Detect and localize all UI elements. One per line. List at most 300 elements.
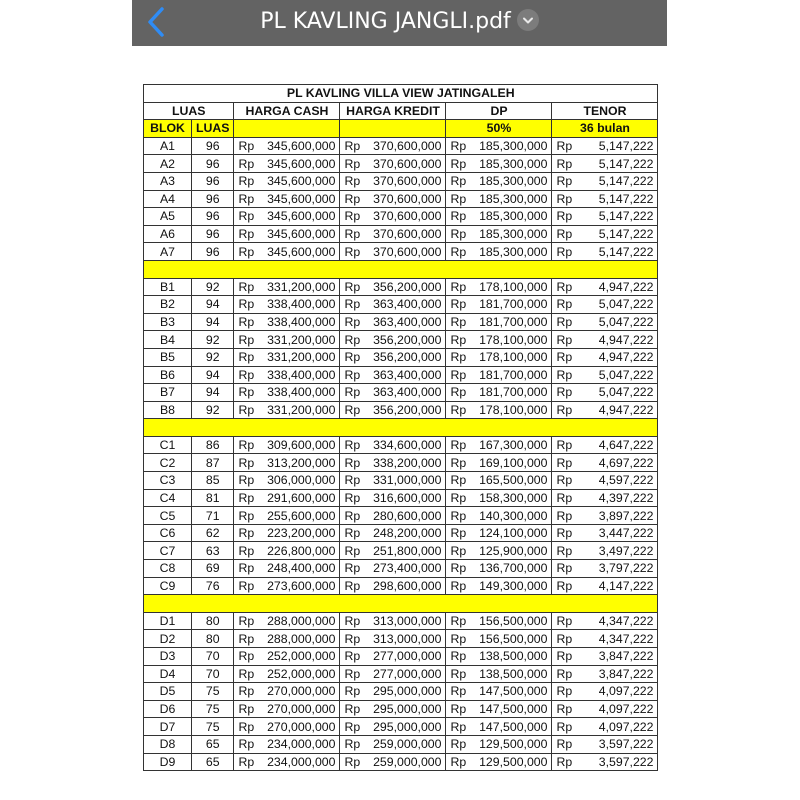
table-row [144, 348, 658, 366]
currency-label: Rp [556, 543, 573, 558]
cell-harga-kredit [340, 735, 446, 753]
currency-label: Rp [238, 139, 255, 154]
currency-label: Rp [450, 315, 467, 330]
currency-label: Rp [556, 508, 573, 523]
header-harga-kredit: HARGA KREDIT [340, 102, 446, 120]
amount: 178,100,000 [479, 332, 548, 347]
cell-blok: D5 [144, 683, 192, 701]
currency-label: Rp [556, 614, 573, 629]
currency-label: Rp [344, 702, 361, 717]
subheader-row [144, 120, 658, 138]
cell-blok: C3 [144, 472, 192, 490]
cell-luas: 75 [192, 683, 234, 701]
cell-tenor [552, 155, 658, 173]
table-row [144, 753, 658, 771]
currency-label: Rp [450, 473, 467, 488]
cell-harga-kredit [340, 225, 446, 243]
amount: 298,600,000 [373, 578, 442, 593]
subheader-kredit-empty [340, 120, 446, 138]
currency-label: Rp [238, 666, 255, 681]
cell-luas: 94 [192, 384, 234, 402]
amount: 273,400,000 [373, 561, 442, 576]
currency-label: Rp [344, 578, 361, 593]
amount: 309,600,000 [267, 438, 336, 453]
cell-harga-cash [234, 612, 340, 630]
cell-harga-kredit [340, 718, 446, 736]
cell-blok: A5 [144, 208, 192, 226]
currency-label: Rp [344, 385, 361, 400]
currency-label: Rp [556, 332, 573, 347]
cell-dp [446, 278, 552, 296]
cell-luas: 86 [192, 436, 234, 454]
cell-harga-cash [234, 366, 340, 384]
cell-luas: 75 [192, 718, 234, 736]
currency-label: Rp [344, 666, 361, 681]
currency-label: Rp [450, 526, 467, 541]
amount: 259,000,000 [373, 754, 442, 769]
currency-label: Rp [556, 684, 573, 699]
currency-label: Rp [556, 490, 573, 505]
amount: 338,400,000 [267, 297, 336, 312]
subheader-dp: 50% [446, 120, 552, 138]
cell-harga-cash [234, 507, 340, 525]
amount: 313,000,000 [373, 614, 442, 629]
cell-tenor [552, 507, 658, 525]
header-tenor: TENOR [552, 102, 658, 120]
cell-harga-cash [234, 436, 340, 454]
header-luas: LUAS [144, 102, 234, 120]
currency-label: Rp [450, 719, 467, 734]
amount: 125,900,000 [479, 543, 548, 558]
table-row [144, 454, 658, 472]
amount: 5,147,222 [598, 227, 654, 242]
cell-harga-kredit [340, 454, 446, 472]
amount: 370,600,000 [373, 227, 442, 242]
cell-harga-cash [234, 401, 340, 419]
amount: 165,500,000 [479, 473, 548, 488]
cell-harga-kredit [340, 278, 446, 296]
cell-harga-cash [234, 648, 340, 666]
table-row [144, 384, 658, 402]
cell-harga-kredit [340, 313, 446, 331]
cell-harga-kredit [340, 577, 446, 595]
amount: 4,947,222 [598, 402, 654, 417]
cell-dp [446, 542, 552, 560]
cell-dp [446, 137, 552, 155]
header-harga-cash: HARGA CASH [234, 102, 340, 120]
amount: 4,947,222 [598, 332, 654, 347]
amount: 295,000,000 [373, 684, 442, 699]
currency-label: Rp [344, 227, 361, 242]
document-title-button[interactable] [132, 7, 667, 37]
cell-harga-cash [234, 665, 340, 683]
cell-tenor [552, 278, 658, 296]
currency-label: Rp [450, 350, 467, 365]
cell-luas: 85 [192, 472, 234, 490]
cell-luas: 75 [192, 700, 234, 718]
currency-label: Rp [344, 156, 361, 171]
amount: 295,000,000 [373, 719, 442, 734]
cell-dp [446, 560, 552, 578]
table-row [144, 331, 658, 349]
currency-label: Rp [450, 490, 467, 505]
currency-label: Rp [344, 614, 361, 629]
cell-blok: C7 [144, 542, 192, 560]
amount: 273,600,000 [267, 578, 336, 593]
currency-label: Rp [556, 737, 573, 752]
cell-harga-cash [234, 489, 340, 507]
cell-luas: 92 [192, 331, 234, 349]
amount: 156,500,000 [479, 631, 548, 646]
cell-dp [446, 454, 552, 472]
cell-blok: C6 [144, 524, 192, 542]
cell-harga-cash [234, 313, 340, 331]
cell-tenor [552, 648, 658, 666]
cell-tenor [552, 401, 658, 419]
amount: 147,500,000 [479, 684, 548, 699]
currency-label: Rp [344, 209, 361, 224]
amount: 252,000,000 [267, 649, 336, 664]
currency-label: Rp [344, 244, 361, 259]
cell-harga-kredit [340, 648, 446, 666]
amount: 147,500,000 [479, 702, 548, 717]
amount: 3,497,222 [598, 543, 654, 558]
amount: 288,000,000 [267, 614, 336, 629]
cell-harga-kredit [340, 665, 446, 683]
group-separator-row [144, 419, 658, 437]
document-title: PL KAVLING JANGLI.pdf [260, 9, 511, 34]
cell-harga-cash [234, 278, 340, 296]
cell-luas: 96 [192, 172, 234, 190]
table-row [144, 401, 658, 419]
cell-luas: 63 [192, 542, 234, 560]
cell-blok: A6 [144, 225, 192, 243]
cell-luas: 92 [192, 278, 234, 296]
amount: 5,047,222 [598, 315, 654, 330]
currency-label: Rp [344, 526, 361, 541]
cell-luas: 65 [192, 753, 234, 771]
cell-dp [446, 472, 552, 490]
amount: 345,600,000 [267, 139, 336, 154]
amount: 5,147,222 [598, 191, 654, 206]
currency-label: Rp [556, 244, 573, 259]
amount: 156,500,000 [479, 614, 548, 629]
currency-label: Rp [450, 209, 467, 224]
cell-harga-cash [234, 331, 340, 349]
cell-harga-cash [234, 700, 340, 718]
amount: 338,200,000 [373, 455, 442, 470]
cell-dp [446, 630, 552, 648]
amount: 363,400,000 [373, 367, 442, 382]
cell-tenor [552, 190, 658, 208]
amount: 363,400,000 [373, 297, 442, 312]
cell-tenor [552, 630, 658, 648]
table-title: PL KAVLING VILLA VIEW JATINGALEH [144, 85, 658, 103]
currency-label: Rp [556, 666, 573, 681]
amount: 3,797,222 [598, 561, 654, 576]
amount: 288,000,000 [267, 631, 336, 646]
amount: 5,047,222 [598, 385, 654, 400]
currency-label: Rp [450, 139, 467, 154]
amount: 370,600,000 [373, 139, 442, 154]
amount: 356,200,000 [373, 402, 442, 417]
table-row [144, 683, 658, 701]
cell-blok: D3 [144, 648, 192, 666]
cell-tenor [552, 718, 658, 736]
cell-dp [446, 524, 552, 542]
currency-label: Rp [344, 315, 361, 330]
currency-label: Rp [556, 578, 573, 593]
cell-dp [446, 683, 552, 701]
cell-dp [446, 208, 552, 226]
cell-luas: 70 [192, 648, 234, 666]
cell-harga-kredit [340, 700, 446, 718]
table-row [144, 208, 658, 226]
cell-dp [446, 507, 552, 525]
cell-harga-kredit [340, 384, 446, 402]
currency-label: Rp [238, 174, 255, 189]
currency-label: Rp [238, 684, 255, 699]
amount: 4,597,222 [598, 473, 654, 488]
cell-harga-cash [234, 560, 340, 578]
amount: 178,100,000 [479, 350, 548, 365]
cell-blok: D9 [144, 753, 192, 771]
currency-label: Rp [556, 455, 573, 470]
amount: 167,300,000 [479, 438, 548, 453]
amount: 270,000,000 [267, 719, 336, 734]
cell-tenor [552, 665, 658, 683]
currency-label: Rp [238, 438, 255, 453]
amount: 370,600,000 [373, 244, 442, 259]
currency-label: Rp [556, 402, 573, 417]
amount: 4,947,222 [598, 350, 654, 365]
amount: 370,600,000 [373, 191, 442, 206]
cell-tenor [552, 489, 658, 507]
amount: 185,300,000 [479, 156, 548, 171]
currency-label: Rp [556, 279, 573, 294]
amount: 5,147,222 [598, 244, 654, 259]
price-list-table [143, 84, 658, 771]
cell-dp [446, 384, 552, 402]
currency-label: Rp [556, 139, 573, 154]
cell-luas: 65 [192, 735, 234, 753]
amount: 223,200,000 [267, 526, 336, 541]
cell-luas: 80 [192, 630, 234, 648]
amount: 252,000,000 [267, 666, 336, 681]
currency-label: Rp [238, 737, 255, 752]
currency-label: Rp [556, 209, 573, 224]
cell-tenor [552, 331, 658, 349]
currency-label: Rp [238, 754, 255, 769]
cell-blok: C9 [144, 577, 192, 595]
cell-tenor [552, 208, 658, 226]
table-row [144, 243, 658, 261]
currency-label: Rp [450, 227, 467, 242]
amount: 270,000,000 [267, 702, 336, 717]
cell-blok: D8 [144, 735, 192, 753]
cell-tenor [552, 454, 658, 472]
table-row [144, 648, 658, 666]
cell-luas: 80 [192, 612, 234, 630]
table-row [144, 560, 658, 578]
amount: 356,200,000 [373, 350, 442, 365]
currency-label: Rp [344, 737, 361, 752]
cell-tenor [552, 472, 658, 490]
cell-luas: 76 [192, 577, 234, 595]
currency-label: Rp [344, 139, 361, 154]
cell-blok: C2 [144, 454, 192, 472]
amount: 4,347,222 [598, 614, 654, 629]
cell-dp [446, 225, 552, 243]
amount: 248,400,000 [267, 561, 336, 576]
currency-label: Rp [344, 402, 361, 417]
cell-harga-cash [234, 155, 340, 173]
cell-blok: D1 [144, 612, 192, 630]
currency-label: Rp [450, 666, 467, 681]
currency-label: Rp [238, 719, 255, 734]
currency-label: Rp [556, 367, 573, 382]
cell-harga-cash [234, 630, 340, 648]
currency-label: Rp [450, 332, 467, 347]
cell-dp [446, 753, 552, 771]
amount: 185,300,000 [479, 191, 548, 206]
cell-dp [446, 296, 552, 314]
currency-label: Rp [238, 473, 255, 488]
cell-tenor [552, 366, 658, 384]
cell-dp [446, 700, 552, 718]
cell-blok: D2 [144, 630, 192, 648]
cell-tenor [552, 313, 658, 331]
amount: 140,300,000 [479, 508, 548, 523]
amount: 185,300,000 [479, 209, 548, 224]
table-row [144, 172, 658, 190]
currency-label: Rp [556, 649, 573, 664]
currency-label: Rp [556, 350, 573, 365]
separator-cell [144, 419, 658, 437]
amount: 5,047,222 [598, 367, 654, 382]
currency-label: Rp [556, 315, 573, 330]
currency-label: Rp [238, 367, 255, 382]
cell-harga-cash [234, 225, 340, 243]
subheader-cash-empty [234, 120, 340, 138]
currency-label: Rp [450, 156, 467, 171]
amount: 295,000,000 [373, 702, 442, 717]
currency-label: Rp [450, 455, 467, 470]
currency-label: Rp [238, 543, 255, 558]
currency-label: Rp [450, 754, 467, 769]
cell-luas: 62 [192, 524, 234, 542]
amount: 234,000,000 [267, 737, 336, 752]
amount: 356,200,000 [373, 332, 442, 347]
cell-dp [446, 577, 552, 595]
cell-tenor [552, 524, 658, 542]
cell-dp [446, 648, 552, 666]
cell-luas: 92 [192, 348, 234, 366]
currency-label: Rp [344, 297, 361, 312]
amount: 5,147,222 [598, 139, 654, 154]
subheader-tenor: 36 bulan [552, 120, 658, 138]
cell-harga-kredit [340, 366, 446, 384]
amount: 3,447,222 [598, 526, 654, 541]
amount: 158,300,000 [479, 490, 548, 505]
header-dp: DP [446, 102, 552, 120]
amount: 313,200,000 [267, 455, 336, 470]
cell-dp [446, 172, 552, 190]
amount: 313,000,000 [373, 631, 442, 646]
header-row [144, 102, 658, 120]
currency-label: Rp [344, 438, 361, 453]
cell-blok: C4 [144, 489, 192, 507]
amount: 4,947,222 [598, 279, 654, 294]
chevron-down-icon[interactable] [517, 9, 539, 31]
cell-harga-cash [234, 718, 340, 736]
cell-dp [446, 718, 552, 736]
cell-harga-cash [234, 753, 340, 771]
currency-label: Rp [450, 684, 467, 699]
table-row [144, 630, 658, 648]
amount: 363,400,000 [373, 385, 442, 400]
currency-label: Rp [238, 526, 255, 541]
currency-label: Rp [556, 561, 573, 576]
currency-label: Rp [556, 719, 573, 734]
cell-harga-kredit [340, 472, 446, 490]
amount: 4,097,222 [598, 684, 654, 699]
currency-label: Rp [344, 490, 361, 505]
amount: 4,097,222 [598, 719, 654, 734]
amount: 338,400,000 [267, 385, 336, 400]
currency-label: Rp [344, 754, 361, 769]
cell-harga-cash [234, 208, 340, 226]
cell-dp [446, 401, 552, 419]
amount: 4,147,222 [598, 578, 654, 593]
amount: 5,147,222 [598, 156, 654, 171]
currency-label: Rp [344, 631, 361, 646]
currency-label: Rp [344, 332, 361, 347]
cell-dp [446, 366, 552, 384]
currency-label: Rp [556, 473, 573, 488]
amount: 181,700,000 [479, 367, 548, 382]
currency-label: Rp [238, 402, 255, 417]
currency-label: Rp [344, 455, 361, 470]
amount: 3,847,222 [598, 649, 654, 664]
amount: 331,200,000 [267, 279, 336, 294]
currency-label: Rp [450, 737, 467, 752]
cell-harga-kredit [340, 630, 446, 648]
cell-harga-kredit [340, 753, 446, 771]
cell-blok: D4 [144, 665, 192, 683]
currency-label: Rp [450, 578, 467, 593]
table-row [144, 524, 658, 542]
cell-harga-cash [234, 683, 340, 701]
currency-label: Rp [450, 631, 467, 646]
cell-harga-cash [234, 296, 340, 314]
currency-label: Rp [450, 385, 467, 400]
currency-label: Rp [556, 191, 573, 206]
currency-label: Rp [238, 614, 255, 629]
amount: 277,000,000 [373, 649, 442, 664]
table-row [144, 612, 658, 630]
cell-tenor [552, 753, 658, 771]
cell-blok: D6 [144, 700, 192, 718]
cell-harga-cash [234, 243, 340, 261]
currency-label: Rp [238, 350, 255, 365]
currency-label: Rp [344, 649, 361, 664]
amount: 331,200,000 [267, 402, 336, 417]
top-bar [132, 0, 667, 46]
currency-label: Rp [238, 191, 255, 206]
amount: 138,500,000 [479, 666, 548, 681]
currency-label: Rp [344, 191, 361, 206]
